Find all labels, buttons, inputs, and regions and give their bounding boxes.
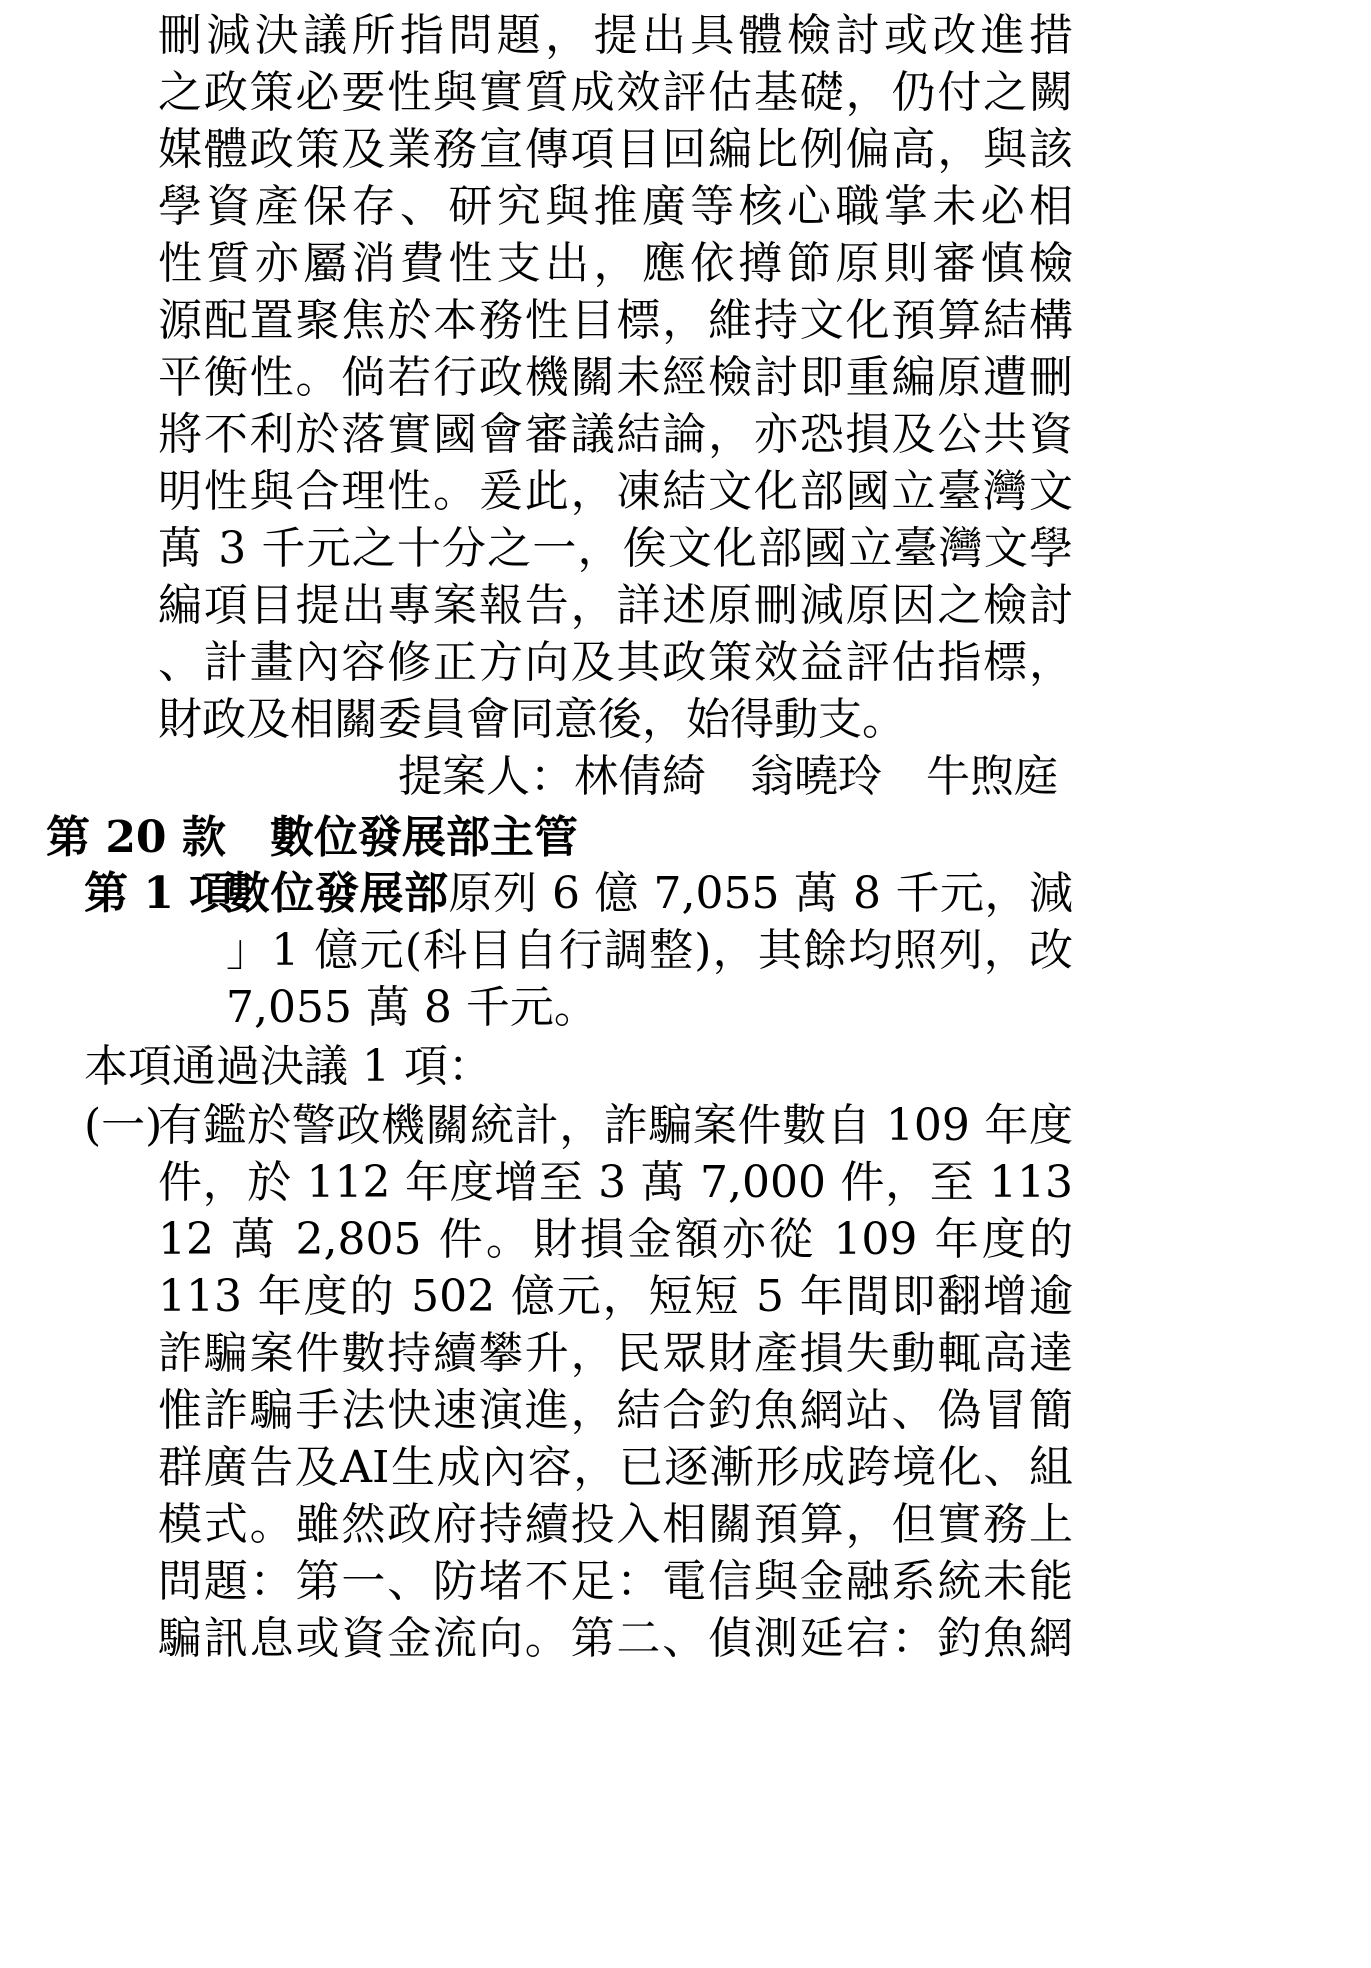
agency-name: 數位發展部	[226, 868, 449, 919]
text-line: 財政及相關委員會同意後，始得動支。	[158, 694, 906, 745]
item-line: 」1 億元(科目自行調整)，其餘均照列，改	[226, 925, 1073, 976]
resolution-marker: (一)	[84, 1100, 163, 1151]
text-line: 媒體政策及業務宣傳項目回編比例偏高，與該	[158, 124, 1073, 175]
text-line: 將不利於落實國會審議結論，亦恐損及公共資	[158, 409, 1073, 460]
text-line: 學資產保存、研究與推廣等核心職掌未必相	[158, 181, 1073, 232]
text-line: 12 萬 2,805 件。財損金額亦從 109 年度的	[158, 1214, 1073, 1265]
resolution-intro: 本項通過決議 1 項：	[84, 1041, 492, 1092]
section-heading: 第 20 款 數位發展部主管	[46, 812, 578, 863]
text-line: 模式。雖然政府持續投入相關預算，但實務上	[158, 1499, 1073, 1550]
text-line: 刪減決議所指問題，提出具體檢討或改進措	[158, 10, 1073, 61]
text-line: 詐騙案件數持續攀升，民眾財產損失動輒高達	[158, 1328, 1073, 1379]
text-line: 113 年度的 502 億元，短短 5 年間即翻增逾	[158, 1271, 1073, 1322]
text-line: 編項目提出專案報告，詳述原刪減原因之檢討	[158, 580, 1073, 631]
item-line: 7,055 萬 8 千元。	[226, 982, 598, 1033]
text-line: 、計畫內容修正方向及其政策效益評估指標，	[158, 637, 1073, 688]
text-line: 性質亦屬消費性支出，應依撙節原則審慎檢	[158, 238, 1073, 289]
text-line: 明性與合理性。爰此，凍結文化部國立臺灣文	[158, 466, 1073, 517]
text-line: 件，於 112 年度增至 3 萬 7,000 件，至 113	[158, 1157, 1073, 1208]
proposer: 提案人：林倩綺 翁曉玲 牛煦庭	[398, 751, 1058, 802]
text-line: 萬 3 千元之十分之一，俟文化部國立臺灣文學	[158, 523, 1073, 574]
text-line: 騙訊息或資金流向。第二、偵測延宕：釣魚網	[158, 1613, 1073, 1664]
item-line	[226, 868, 1073, 920]
text-line: 有鑑於警政機關統計，詐騙案件數自 109 年度	[158, 1100, 1073, 1151]
text-line: 群廣告及AI生成內容，已逐漸形成跨境化、組	[158, 1442, 1073, 1493]
text-line: 之政策必要性與實質成效評估基礎，仍付之闕	[158, 67, 1073, 118]
text-line: 問題：第一、防堵不足：電信與金融系統未能	[158, 1556, 1073, 1607]
text-line: 惟詐騙手法快速演進，結合釣魚網站、偽冒簡	[158, 1385, 1073, 1436]
text-line: 平衡性。倘若行政機關未經檢討即重編原遭刪	[158, 352, 1073, 403]
item-text: 原列 6 億 7,055 萬 8 千元，減	[448, 868, 1073, 919]
item-label: 第 1 項	[84, 868, 234, 919]
text-line: 源配置聚焦於本務性目標，維持文化預算結構	[158, 295, 1073, 346]
